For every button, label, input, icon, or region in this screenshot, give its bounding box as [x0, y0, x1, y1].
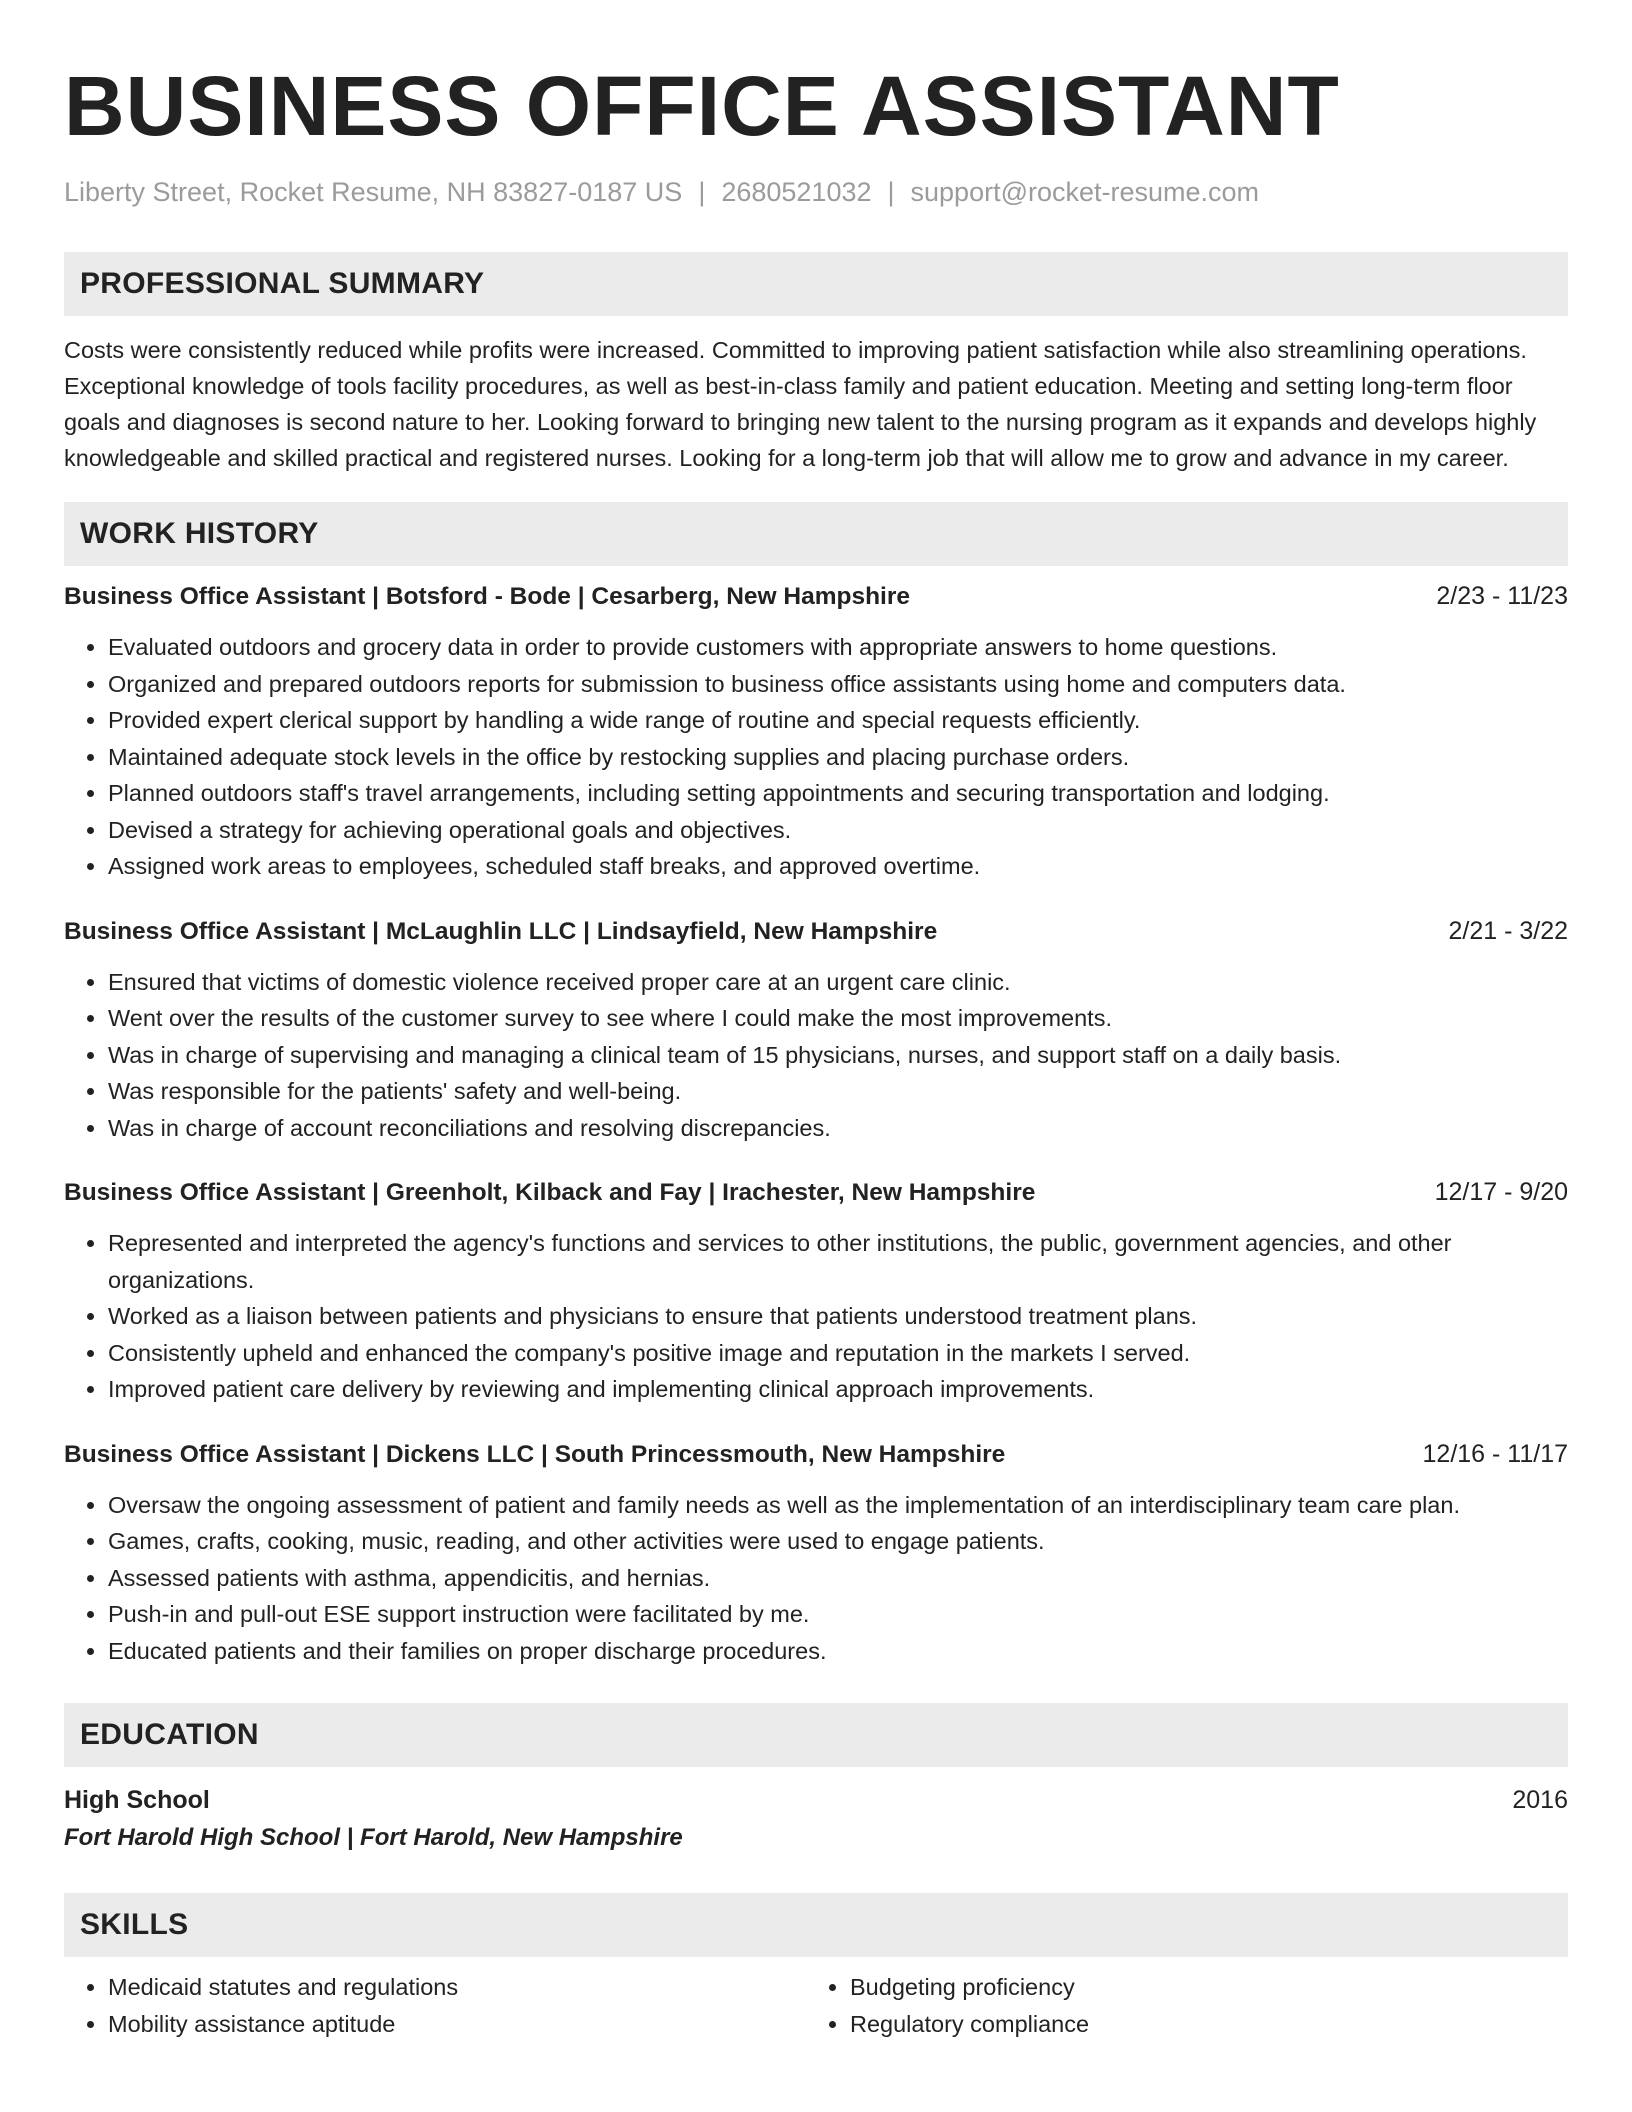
contact-line — [64, 174, 1568, 210]
skill-item: • Regulatory compliance — [850, 2006, 1548, 2043]
skills-column-right — [806, 1969, 1548, 2042]
job-bullet: • Assigned work areas to employees, scheduled staff breaks, and approved overtime. — [108, 848, 1568, 885]
job-header — [64, 578, 1568, 615]
skill-item: • Medicaid statutes and regulations — [108, 1969, 806, 2006]
skill-item: • Mobility assistance aptitude — [108, 2006, 806, 2043]
contact-email[interactable]: support@rocket-resume.com — [910, 177, 1260, 207]
education-entry — [64, 1781, 1568, 1857]
education-header — [64, 1781, 1568, 1819]
education-school: Fort Harold High School | Fort Harold, New Hampshire — [64, 1824, 683, 1851]
job-bullet: • Ensured that victims of domestic violence received proper care at an urgent care clinic. — [108, 964, 1568, 1001]
job-entry — [64, 1174, 1568, 1408]
job-bullet: • Evaluated outdoors and grocery data in order to provide customers with appropriate answers to home questions. — [108, 629, 1568, 666]
job-title: Business Office Assistant | Dickens LLC | South Princessmouth, New Hampshire — [64, 1440, 1006, 1468]
contact-phone[interactable]: 2680521032 — [721, 177, 872, 207]
job-title: Business Office Assistant | McLaughlin LLC | Lindsayfield, New Hampshire — [64, 917, 938, 945]
summary-text: Costs were consistently reduced while profits were increased. Committed to improving patient satisfaction while also streamlining operations. Exceptional knowledge of tools facility procedures, as well as best-in-class family and patient education. Meeting and setting long-term floor goals and diagnoses is second nature to her. Looking forward to bringing new talent to the nursing program as it expands and develops highly knowledgeable and skilled practical and registered nurses. Looking for a long-term job that will allow me to grow and advance in my career. — [64, 337, 1537, 471]
job-bullet: • Improved patient care delivery by reviewing and implementing clinical approach improvements. — [108, 1371, 1568, 1408]
education-degree: High School — [64, 1786, 210, 1814]
section-heading-education: EDUCATION — [64, 1703, 1568, 1767]
job-bullets — [64, 629, 1568, 885]
skills-list — [64, 1969, 1568, 2042]
job-bullet: • Planned outdoors staff's travel arrangements, including setting appointments and securing transportation and lodging. — [108, 775, 1568, 812]
section-heading-work-history: WORK HISTORY — [64, 502, 1568, 566]
job-bullet: • Provided expert clerical support by handling a wide range of routine and special requests efficiently. — [108, 702, 1568, 739]
job-bullet: • Maintained adequate stock levels in the office by restocking supplies and placing purchase orders. — [108, 739, 1568, 776]
candidate-name: BUSINESS OFFICE ASSISTANT — [64, 59, 1340, 153]
job-bullets — [64, 964, 1568, 1147]
job-dates: 12/16 - 11/17 — [1422, 1439, 1568, 1468]
job-header — [64, 1174, 1568, 1211]
job-bullet: • Games, crafts, cooking, music, reading, and other activities were used to engage patients. — [108, 1523, 1568, 1560]
contact-separator: | — [887, 177, 895, 207]
skill-item: • Budgeting proficiency — [850, 1969, 1548, 2006]
job-dates: 2/23 - 11/23 — [1436, 582, 1568, 610]
resume-page — [64, 0, 1568, 2042]
job-bullet: • Assessed patients with asthma, appendicitis, and hernias. — [108, 1560, 1568, 1597]
job-bullet: • Educated patients and their families on proper discharge procedures. — [108, 1633, 1568, 1670]
section-heading-skills: SKILLS — [64, 1893, 1568, 1957]
job-bullet: • Organized and prepared outdoors reports for submission to business office assistants using home and computers data. — [108, 666, 1568, 703]
job-bullet: • Was responsible for the patients' safety and well-being. — [108, 1073, 1568, 1110]
contact-separator: | — [698, 177, 706, 207]
job-bullets — [64, 1487, 1568, 1670]
job-bullet: • Was in charge of supervising and managing a clinical team of 15 physicians, nurses, and support staff on a daily basis. — [108, 1037, 1568, 1074]
job-header — [64, 913, 1568, 950]
job-bullet: • Devised a strategy for achieving operational goals and objectives. — [108, 812, 1568, 849]
job-bullet: • Was in charge of account reconciliations and resolving discrepancies. — [108, 1110, 1568, 1147]
job-bullet: • Represented and interpreted the agency's functions and services to other institutions, the public, government agencies, and other organizations. — [108, 1225, 1568, 1298]
job-bullet: • Oversaw the ongoing assessment of patient and family needs as well as the implementation of an interdisciplinary team care plan. — [108, 1487, 1568, 1524]
contact-address: Liberty Street, Rocket Resume, NH 83827-0187 US — [64, 177, 683, 207]
job-title: Business Office Assistant | Greenholt, Kilback and Fay | Irachester, New Hampshire — [64, 1179, 1036, 1206]
job-dates: 12/17 - 9/20 — [1434, 1178, 1568, 1206]
job-bullets — [64, 1225, 1568, 1408]
job-entry — [64, 1436, 1568, 1670]
section-heading-summary: PROFESSIONAL SUMMARY — [64, 252, 1568, 316]
education-year: 2016 — [1512, 1786, 1568, 1814]
job-entry — [64, 913, 1568, 1147]
job-bullet: • Worked as a liaison between patients and physicians to ensure that patients understood treatment plans. — [108, 1298, 1568, 1335]
job-header — [64, 1436, 1568, 1473]
skills-column-left — [64, 1969, 806, 2042]
job-bullet: • Went over the results of the customer survey to see where I could make the most improvements. — [108, 1000, 1568, 1037]
job-bullet: • Consistently upheld and enhanced the company's positive image and reputation in the markets I served. — [108, 1335, 1568, 1372]
job-bullet: • Push-in and pull-out ESE support instruction were facilitated by me. — [108, 1596, 1568, 1633]
job-dates: 2/21 - 3/22 — [1448, 916, 1568, 945]
job-entry — [64, 578, 1568, 885]
job-title: Business Office Assistant | Botsford - Bode | Cesarberg, New Hampshire — [64, 583, 911, 610]
